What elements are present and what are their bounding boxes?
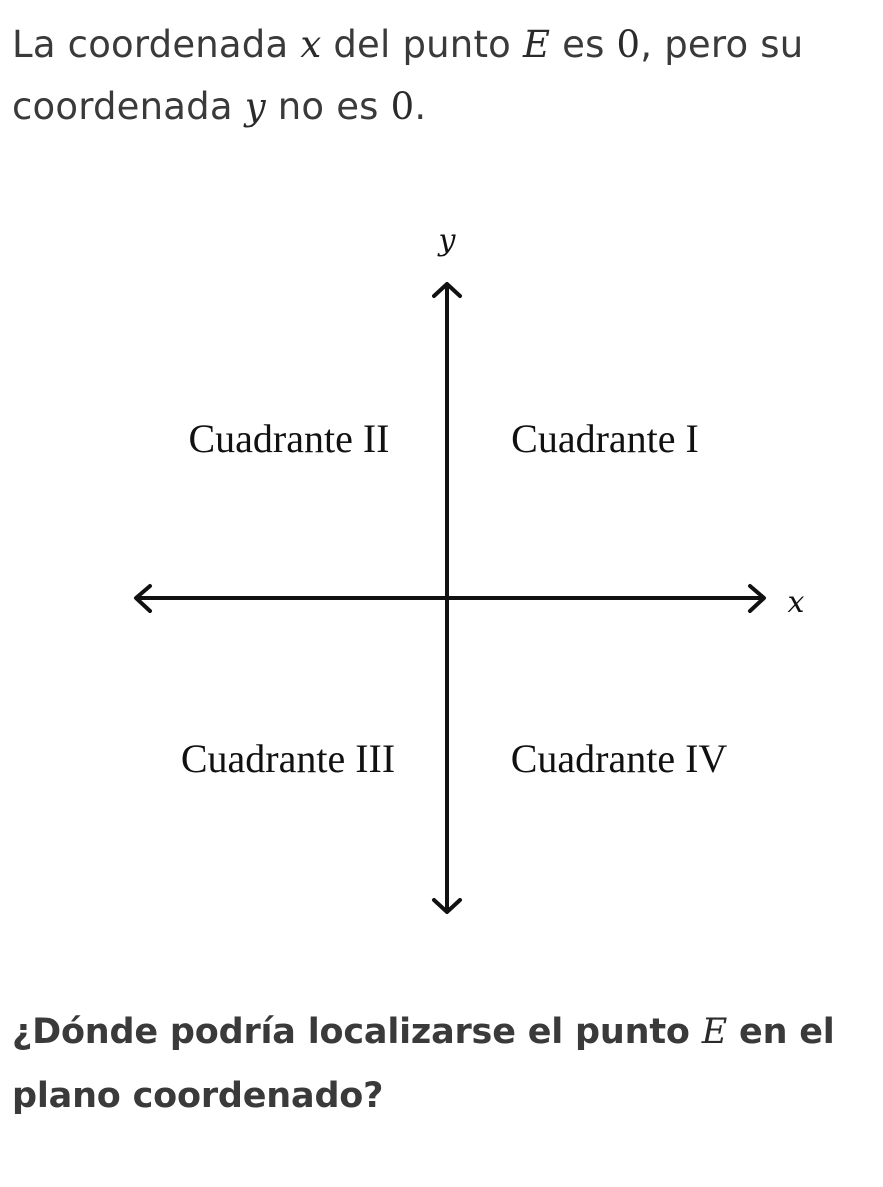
point-e-question: E bbox=[701, 1012, 728, 1052]
intro-text-2: del punto bbox=[321, 23, 523, 66]
quadrant-1-label: Cuadrante I bbox=[511, 416, 699, 461]
x-axis-label: x bbox=[787, 585, 805, 620]
intro-text-6: . bbox=[414, 85, 427, 128]
var-x: x bbox=[300, 23, 322, 66]
point-e: E bbox=[522, 23, 551, 66]
quadrant-2-label: Cuadrante II bbox=[188, 416, 390, 461]
var-y: y bbox=[244, 85, 266, 128]
question-text-2: en el plano coordenado? bbox=[12, 1012, 835, 1116]
quadrant-3-label: Cuadrante III bbox=[180, 736, 396, 781]
zero-value-1: 0 bbox=[616, 23, 641, 66]
intro-text-5: no es bbox=[265, 85, 391, 128]
intro-text-1: La coordenada bbox=[12, 23, 301, 66]
question-prompt bbox=[12, 1000, 882, 1128]
quadrant-4-label: Cuadrante IV bbox=[510, 736, 728, 781]
zero-value-2: 0 bbox=[390, 85, 415, 128]
intro-text-3: es bbox=[550, 23, 617, 66]
intro-text-4: , pero su coordenada bbox=[12, 23, 804, 128]
y-axis-label: y bbox=[438, 223, 456, 258]
question-text-1: ¿Dónde podría localizarse el punto bbox=[12, 1012, 702, 1052]
